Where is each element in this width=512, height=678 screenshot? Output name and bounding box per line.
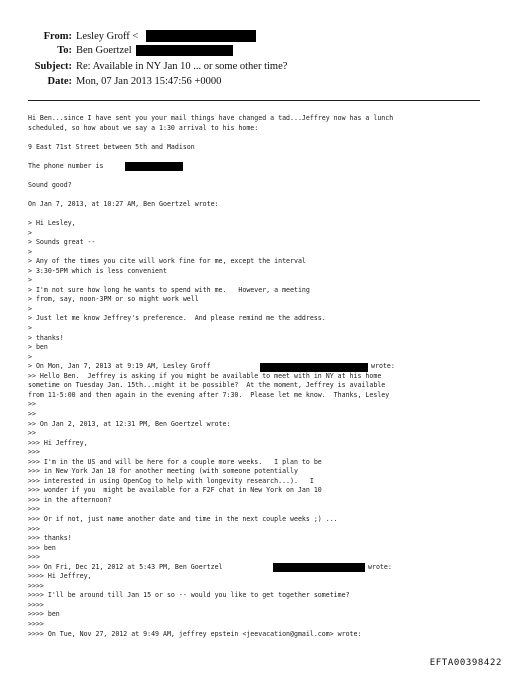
body-line: scheduled, so how about we say a 1:30 arrival to his home: <box>28 123 259 132</box>
quote-line: >>> Or if not, just name another date and time in the next couple weeks ;) ... <box>28 514 338 523</box>
quote-line: > from, say, noon-3PM or so might work well <box>28 295 199 304</box>
date-label: Date: <box>47 76 72 87</box>
blank-line <box>28 171 498 181</box>
quote-line: > I'm not sure how long he wants to spend with me. However, a meeting <box>28 285 310 294</box>
document-id: EFTA00398422 <box>429 658 502 668</box>
quote-line: > Any of the times you cite will work fine for me, except the interval <box>28 257 306 266</box>
quote-line: >>>> <box>28 581 44 590</box>
quote-line: >>>> I'll be around till Jan 15 or so -- would you like to get together sometime? <box>28 591 350 600</box>
quote-line: >>> <box>28 553 40 562</box>
quote-header: >> On Jan 2, 2013, at 12:31 PM, Ben Goertzel wrote: <box>28 419 231 428</box>
redaction-box <box>146 30 256 42</box>
quote-line: >>> ben <box>28 543 56 552</box>
header-divider <box>28 100 480 101</box>
quote-header <box>28 563 498 573</box>
quote-line: >>> wonder if you might be available for a F2F chat in New York on Jan 10 <box>28 486 322 495</box>
quote-line: >>> <box>28 448 40 457</box>
quote-line: > thanks! <box>28 333 64 342</box>
address-line: 9 East 71st Street between 5th and Madison <box>28 142 195 151</box>
quote-line: > <box>28 276 32 285</box>
quote-line: >>> Hi Jeffrey, <box>28 438 88 447</box>
to-value: Ben Goertzel <box>76 45 132 56</box>
quote-header-text: > On Mon, Jan 7, 2013 at 9:19 AM, Lesley Groff <box>28 362 211 371</box>
to-label: To: <box>57 45 72 56</box>
quote-line: >>>> ben <box>28 610 60 619</box>
blank-line <box>28 133 498 143</box>
quote-line: > <box>28 228 32 237</box>
quote-line: >>> <box>28 505 40 514</box>
date-value: Mon, 07 Jan 2013 15:47:56 +0000 <box>76 76 222 87</box>
redaction-box <box>136 45 233 56</box>
blank-line <box>28 209 498 219</box>
from-label: From: <box>43 31 72 42</box>
quote-line: >>> thanks! <box>28 534 72 543</box>
quote-line: > <box>28 247 32 256</box>
blank-line <box>28 152 498 162</box>
quote-line: >> Hello Ben. Jeffrey is asking if you might be available to meet with in NY at his home <box>28 371 382 380</box>
quote-header: >>>> On Tue, Nov 27, 2012 at 9:49 AM, jeffrey epstein <jeevacation@gmail.com> wrote: <box>28 629 362 638</box>
blank-line <box>28 190 498 200</box>
quote-header <box>28 362 498 372</box>
quote-line: >>> in the afternoon? <box>28 495 112 504</box>
quote-header: On Jan 7, 2013, at 10:27 AM, Ben Goertzel wrote: <box>28 199 219 208</box>
quote-line: > Sounds great -- <box>28 238 96 247</box>
subject-value: Re: Available in NY Jan 10 ... or some other time? <box>76 61 288 72</box>
redaction-box <box>273 563 365 572</box>
quote-line: >>>> <box>28 619 44 628</box>
redaction-box <box>260 363 368 372</box>
body-line: Hi Ben...since I have sent you your mail things have changed a tad...Jeffrey now has a lunch <box>28 114 394 122</box>
quote-line: >> <box>28 400 36 409</box>
quote-line: >> <box>28 409 36 418</box>
quote-line: >>>> <box>28 600 44 609</box>
quote-line: > <box>28 324 32 333</box>
from-value: Lesley Groff < <box>76 31 139 42</box>
subject-label: Subject: <box>34 61 72 72</box>
quote-header-text: >>> On Fri, Dec 21, 2012 at 5:43 PM, Ben Goertzel <box>28 562 223 571</box>
quote-line: > ben <box>28 343 48 352</box>
quote-header-wrote: wrote: <box>371 362 395 371</box>
quote-line: >>>> Hi Jeffrey, <box>28 572 92 581</box>
quote-line: sometime on Tuesday Jan. 15th...might it be possible? At the moment, Jeffrey is available <box>28 381 386 390</box>
redaction-box <box>125 162 183 171</box>
quote-line: > <box>28 352 32 361</box>
quote-line: > <box>28 304 32 313</box>
quote-line: >> <box>28 429 36 438</box>
quote-line: from 11-5:00 and then again in the evening after 7:30. Please let me know. Thanks, Lesley <box>28 390 390 399</box>
quote-line: > 3:30-5PM which is less convenient <box>28 266 167 275</box>
quote-line: > Hi Lesley, <box>28 219 76 228</box>
email-body <box>28 114 498 639</box>
quote-line: > Just let me know Jeffrey's preference. And please remind me the address. <box>28 314 326 323</box>
quote-line: >>> in New York Jan 10 for another meeting (with someone potentially <box>28 467 298 476</box>
phone-label: The phone number is <box>28 161 104 170</box>
quote-header-wrote: wrote: <box>368 562 392 571</box>
body-line: Sound good? <box>28 180 72 189</box>
quote-line: >>> <box>28 524 40 533</box>
quote-line: >>> interested in using OpenCog to help with longevity research...). I <box>28 476 314 485</box>
phone-line <box>28 162 498 172</box>
quote-line: >>> I'm in the US and will be here for a couple more weeks. I plan to be <box>28 457 322 466</box>
